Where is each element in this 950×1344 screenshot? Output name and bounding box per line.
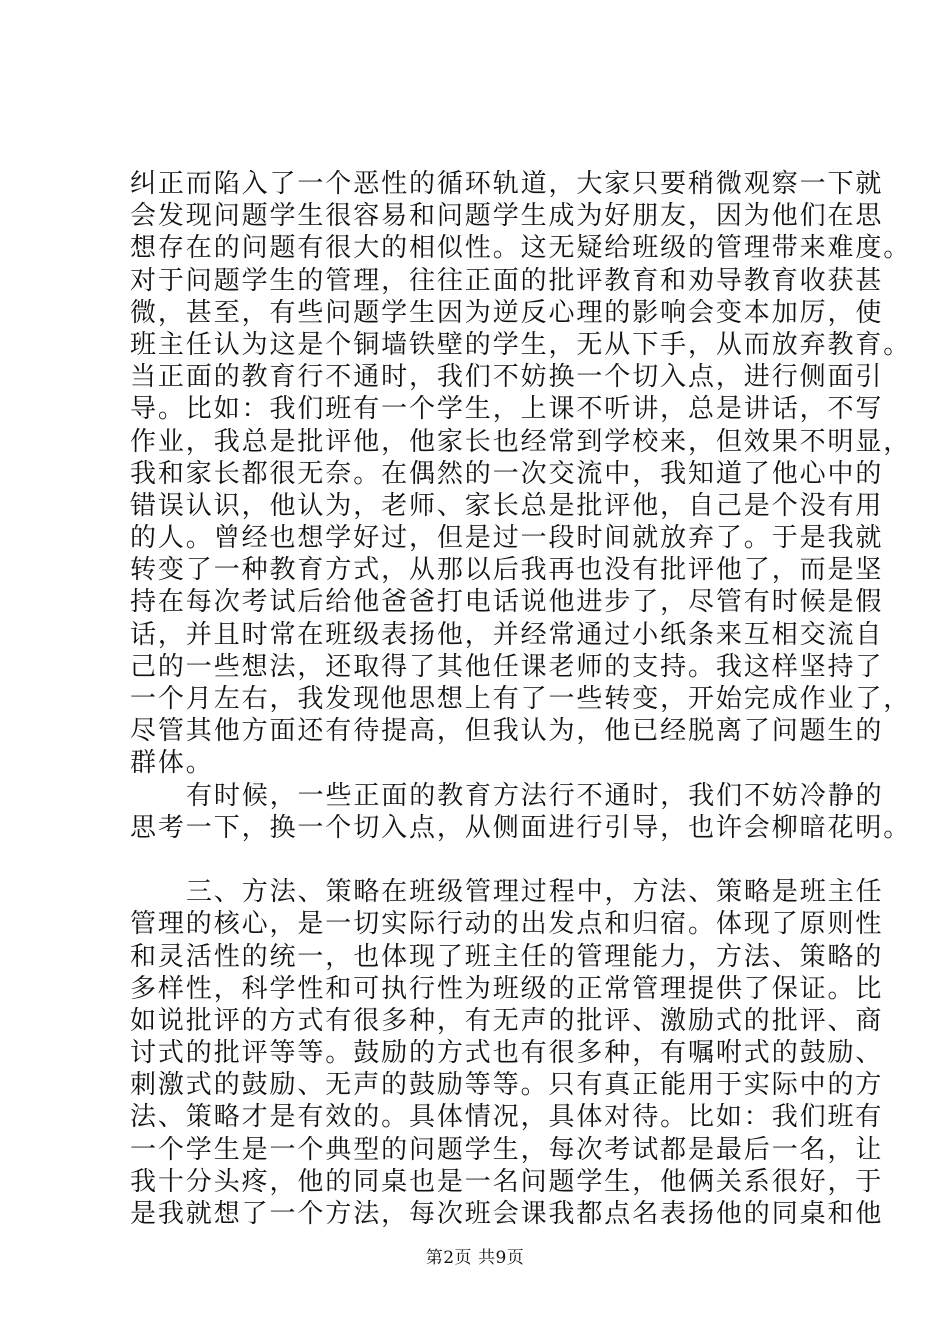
text-line: 导。比如：我们班有一个学生，上课不听讲，总是讲话，不写	[130, 394, 884, 425]
text-line: 是我就想了一个方法，每次班会课我都点名表扬他的同桌和他	[130, 1199, 884, 1229]
page-footer	[0, 1243, 950, 1268]
body-text	[130, 168, 912, 1230]
text-line: 班主任认为这是个铜墙铁壁的学生，无从下手，从而放弃教育。	[130, 329, 912, 360]
paragraph-2	[130, 780, 912, 844]
text-line: 讨式的批评等等。鼓励的方式也有很多种，有嘱咐式的鼓励、	[130, 1038, 884, 1069]
text-line: 一个月左右，我发现他思想上有了一些转变，开始完成作业了，	[130, 684, 912, 714]
text-line: 群体。	[130, 748, 214, 779]
text-line: 如说批评的方式有很多种，有无声的批评、激励式的批评、商	[130, 1005, 884, 1036]
text-line: 话，并且时常在班级表扬他，并经常通过小纸条来互相交流自	[130, 619, 884, 650]
text-line: 的人。曾经也想学好过，但是过一段时间就放弃了。于是我就	[130, 523, 884, 554]
text-line: 我十分头疼，他的同桌也是一名问题学生，他俩关系很好，于	[130, 1166, 884, 1197]
text-line: 纠正而陷入了一个恶性的循环轨道，大家只要稍微观察一下就	[130, 169, 884, 199]
text-line: 多样性，科学性和可执行性为班级的正常管理提供了保证。比	[130, 973, 884, 1004]
text-line: 会发现问题学生很容易和问题学生成为好朋友，因为他们在思	[130, 201, 884, 232]
text-line: 转变了一种教育方式，从那以后我再也没有批评他了，而是坚	[130, 555, 884, 586]
text-line: 和灵活性的统一，也体现了班主任的管理能力，方法、策略的	[130, 941, 884, 972]
text-line: 我和家长都很无奈。在偶然的一次交流中，我知道了他心中的	[130, 458, 884, 489]
text-line: 法、策略才是有效的。具体情况，具体对待。比如：我们班有	[130, 1102, 884, 1133]
text-line: 有时候，一些正面的教育方法行不通时，我们不妨冷静的	[186, 780, 884, 811]
text-line: 当正面的教育行不通时，我们不妨换一个切入点，进行侧面引	[130, 362, 884, 393]
text-line: 持在每次考试后给他爸爸打电话说他进步了，尽管有时候是假	[130, 587, 884, 618]
text-line: 管理的核心，是一切实际行动的出发点和归宿。体现了原则性	[130, 909, 884, 940]
text-line: 错误认识，他认为，老师、家长总是批评他，自己是个没有用	[130, 490, 884, 521]
text-line: 尽管其他方面还有待提高，但我认为，他已经脱离了问题生的	[130, 716, 884, 747]
paragraph-1	[130, 168, 912, 780]
text-line: 作业，我总是批评他，他家长也经常到学校来，但效果不明显，	[130, 426, 912, 457]
text-line: 刺激式的鼓励、无声的鼓励等等。只有真正能用于实际中的方	[130, 1070, 884, 1101]
text-line: 想存在的问题有很大的相似性。这无疑给班级的管理带来难度。	[130, 233, 912, 264]
text-line: 对于问题学生的管理，往往正面的批评教育和劝导教育收获甚	[130, 265, 884, 296]
text-line: 三、方法、策略在班级管理过程中，方法、策略是班主任	[186, 877, 884, 908]
text-line: 己的一些想法，还取得了其他任课老师的支持。我这样坚持了	[130, 651, 884, 682]
text-line: 一个学生是一个典型的问题学生，每次考试都是最后一名，让	[130, 1134, 884, 1165]
text-line: 思考一下，换一个切入点，从侧面进行引导，也许会柳暗花明。	[130, 812, 912, 843]
paragraph-3	[130, 876, 884, 1230]
paragraph-spacer	[130, 844, 840, 876]
text-line: 微，甚至，有些问题学生因为逆反心理的影响会变本加厉，使	[130, 297, 884, 328]
page-number-label: 第2页 共9页	[425, 1248, 525, 1268]
